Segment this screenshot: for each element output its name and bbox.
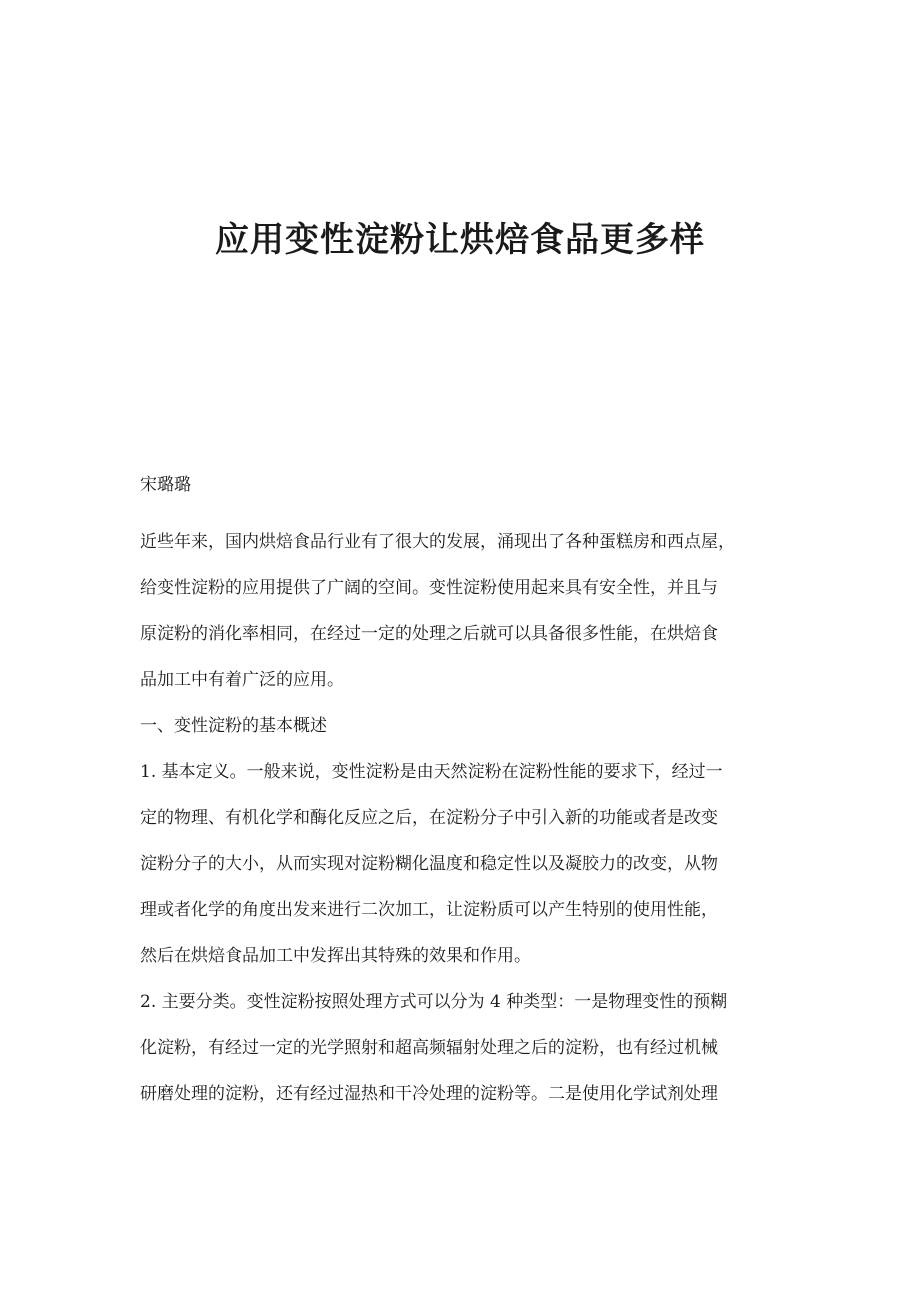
intro-paragraph — [140, 519, 780, 703]
text-line: 近些年来，国内烘焙食品行业有了很大的发展，涌现出了各种蛋糕房和西点屋， — [140, 532, 735, 552]
section-heading: 一、变性淀粉的基本概述 — [140, 716, 327, 736]
text-line: 淀粉分子的大小，从而实现对淀粉糊化温度和稳定性以及凝胶力的改变，从物 — [140, 854, 718, 874]
text-line: 给变性淀粉的应用提供了广阔的空间。变性淀粉使用起来具有安全性，并且与 — [140, 578, 718, 598]
text-line: 2. 主要分类。变性淀粉按照处理方式可以分为 4 种类型：一是物理变性的预糊 — [140, 992, 728, 1012]
definition-paragraph — [140, 749, 780, 979]
text-line: 原淀粉的消化率相同，在经过一定的处理之后就可以具备很多性能，在烘焙食 — [140, 624, 718, 644]
classification-paragraph — [140, 979, 780, 1117]
text-line: 研磨处理的淀粉，还有经过湿热和干冷处理的淀粉等。二是使用化学试剂处理 — [140, 1084, 718, 1104]
text-line: 理或者化学的角度出发来进行二次加工，让淀粉质可以产生特别的使用性能， — [140, 900, 718, 920]
text-line: 定的物理、有机化学和酶化反应之后，在淀粉分子中引入新的功能或者是改变 — [140, 808, 718, 828]
document-body — [140, 468, 780, 1117]
text-line: 1. 基本定义。一般来说，变性淀粉是由天然淀粉在淀粉性能的要求下，经过一 — [140, 762, 723, 782]
text-line: 品加工中有着广泛的应用。 — [140, 670, 344, 690]
text-line: 然后在烘焙食品加工中发挥出其特殊的效果和作用。 — [140, 946, 531, 966]
author-name: 宋璐璐 — [140, 475, 191, 495]
text-line: 化淀粉，有经过一定的光学照射和超高频辐射处理之后的淀粉，也有经过机械 — [140, 1038, 718, 1058]
document-title: 应用变性淀粉让烘焙食品更多样 — [215, 220, 705, 260]
